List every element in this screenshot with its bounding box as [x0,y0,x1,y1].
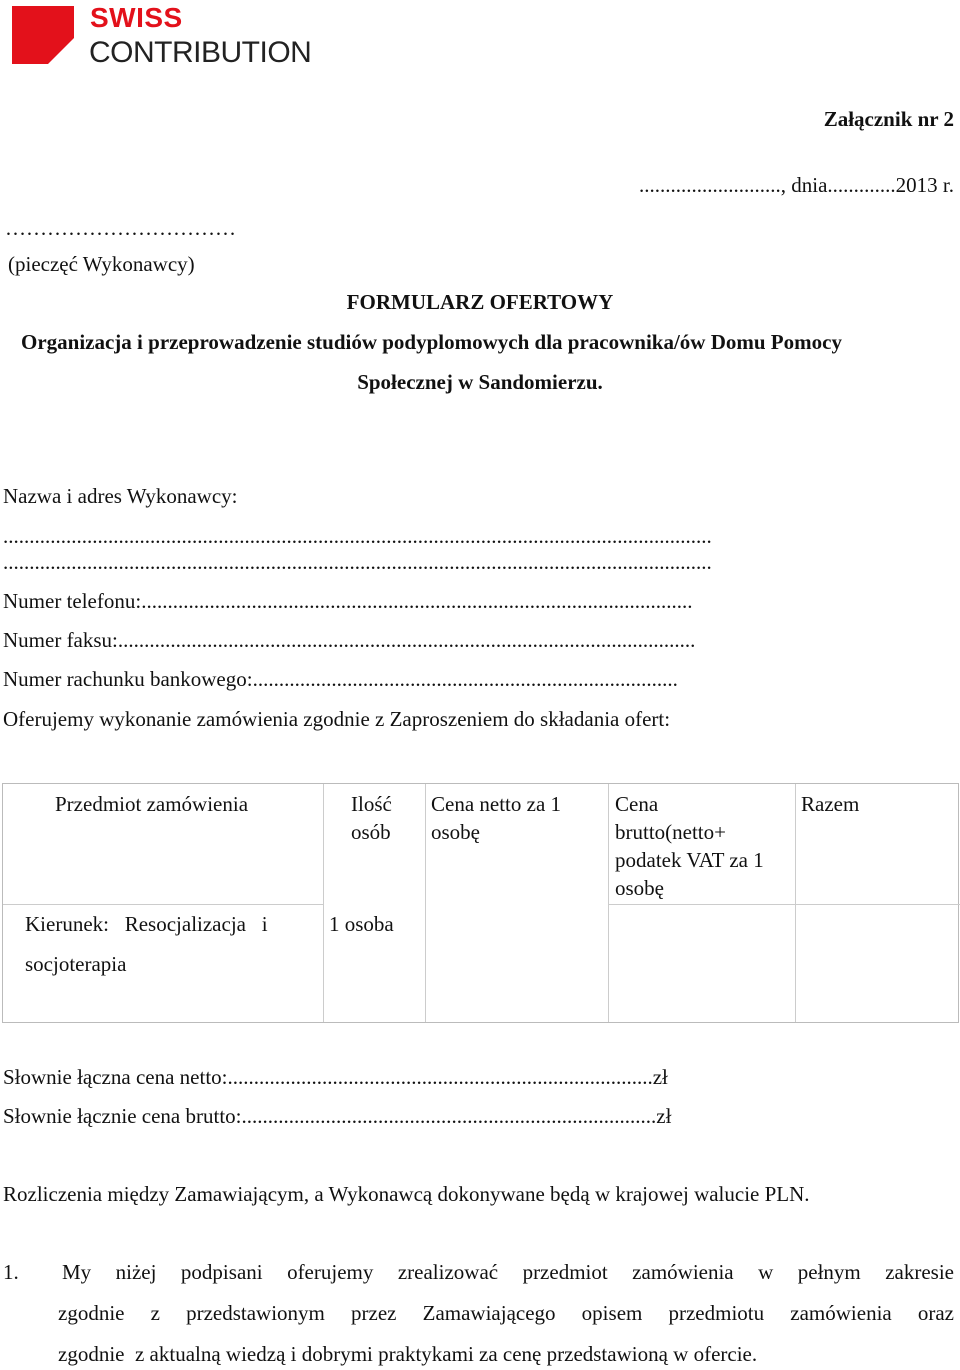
header-subject: Przedmiot zamówienia [55,792,249,816]
header-total: Razem [801,792,860,816]
point-1-line-3: zgodnie z aktualną wiedzą i dobrymi praktykami za cenę przedstawioną w ofercie. [58,1342,758,1366]
logo-mark-icon [12,6,74,64]
header-qty: Ilość osób [351,792,392,844]
point-1-line-2: zgodnie z przedstawionym przez Zamawiającego opisem przedmiotu zamówienia oraz [58,1301,954,1325]
logo-line-1: SWISS [90,2,183,33]
subject-line-1: Organizacja i przeprowadzenie studiów podyplomowych dla pracownika/ów Domu Pomocy [21,330,842,354]
name-address-label: Nazwa i adres Wykonawcy: [3,484,238,508]
row-subject-line-2: socjoterapia [25,952,127,976]
fax-field: Numer faksu:.............................................................................................................. [3,628,696,652]
point-1-number: 1. [3,1260,19,1284]
stamp-dots: …………………………… [5,216,236,240]
offer-intro: Oferujemy wykonanie zamówienia zgodnie z Zaproszeniem do składania ofert: [3,707,671,731]
address-dots-1: ....................................................................................................................................... [3,524,712,548]
swiss-contribution-logo [12,2,332,69]
date-line: ..........................., dnia.............2013 r. [639,173,954,197]
row-qty: 1 osoba [329,912,394,936]
point-1-line-1: My niżej podpisani oferujemy zrealizować przedmiot zamówienia w pełnym zakresie [62,1260,954,1284]
row-subject-line-1: Kierunek: Resocjalizacja i [25,912,268,936]
stamp-label: (pieczęć Wykonawcy) [8,252,195,276]
header-net-price: Cena netto za 1 osobę [431,792,562,844]
logo-line-2: CONTRIBUTION [89,36,312,69]
bank-account-field: Numer rachunku bankowego:................................................................................. [3,667,678,691]
header-gross-price: Cena brutto(netto+ podatek VAT za 1 osobę [615,792,764,900]
subject-line-2: Społecznej w Sandomierzu. [357,370,603,394]
annex-label: Załącznik nr 2 [823,107,954,131]
offer-table [2,783,959,1023]
settlement-note: Rozliczenia między Zamawiającym, a Wykonawcą dokonywane będą w krajowej walucie PLN. [3,1182,810,1206]
sum-net-words: Słownie łączna cena netto:.................................................................................zł [3,1065,668,1089]
address-dots-2: ....................................................................................................................................... [3,550,712,574]
sum-gross-words: Słownie łącznie cena brutto:...............................................................................zł [3,1104,672,1128]
form-title: FORMULARZ OFERTOWY [346,290,614,314]
phone-field: Numer telefonu:......................................................................................................... [3,589,693,613]
